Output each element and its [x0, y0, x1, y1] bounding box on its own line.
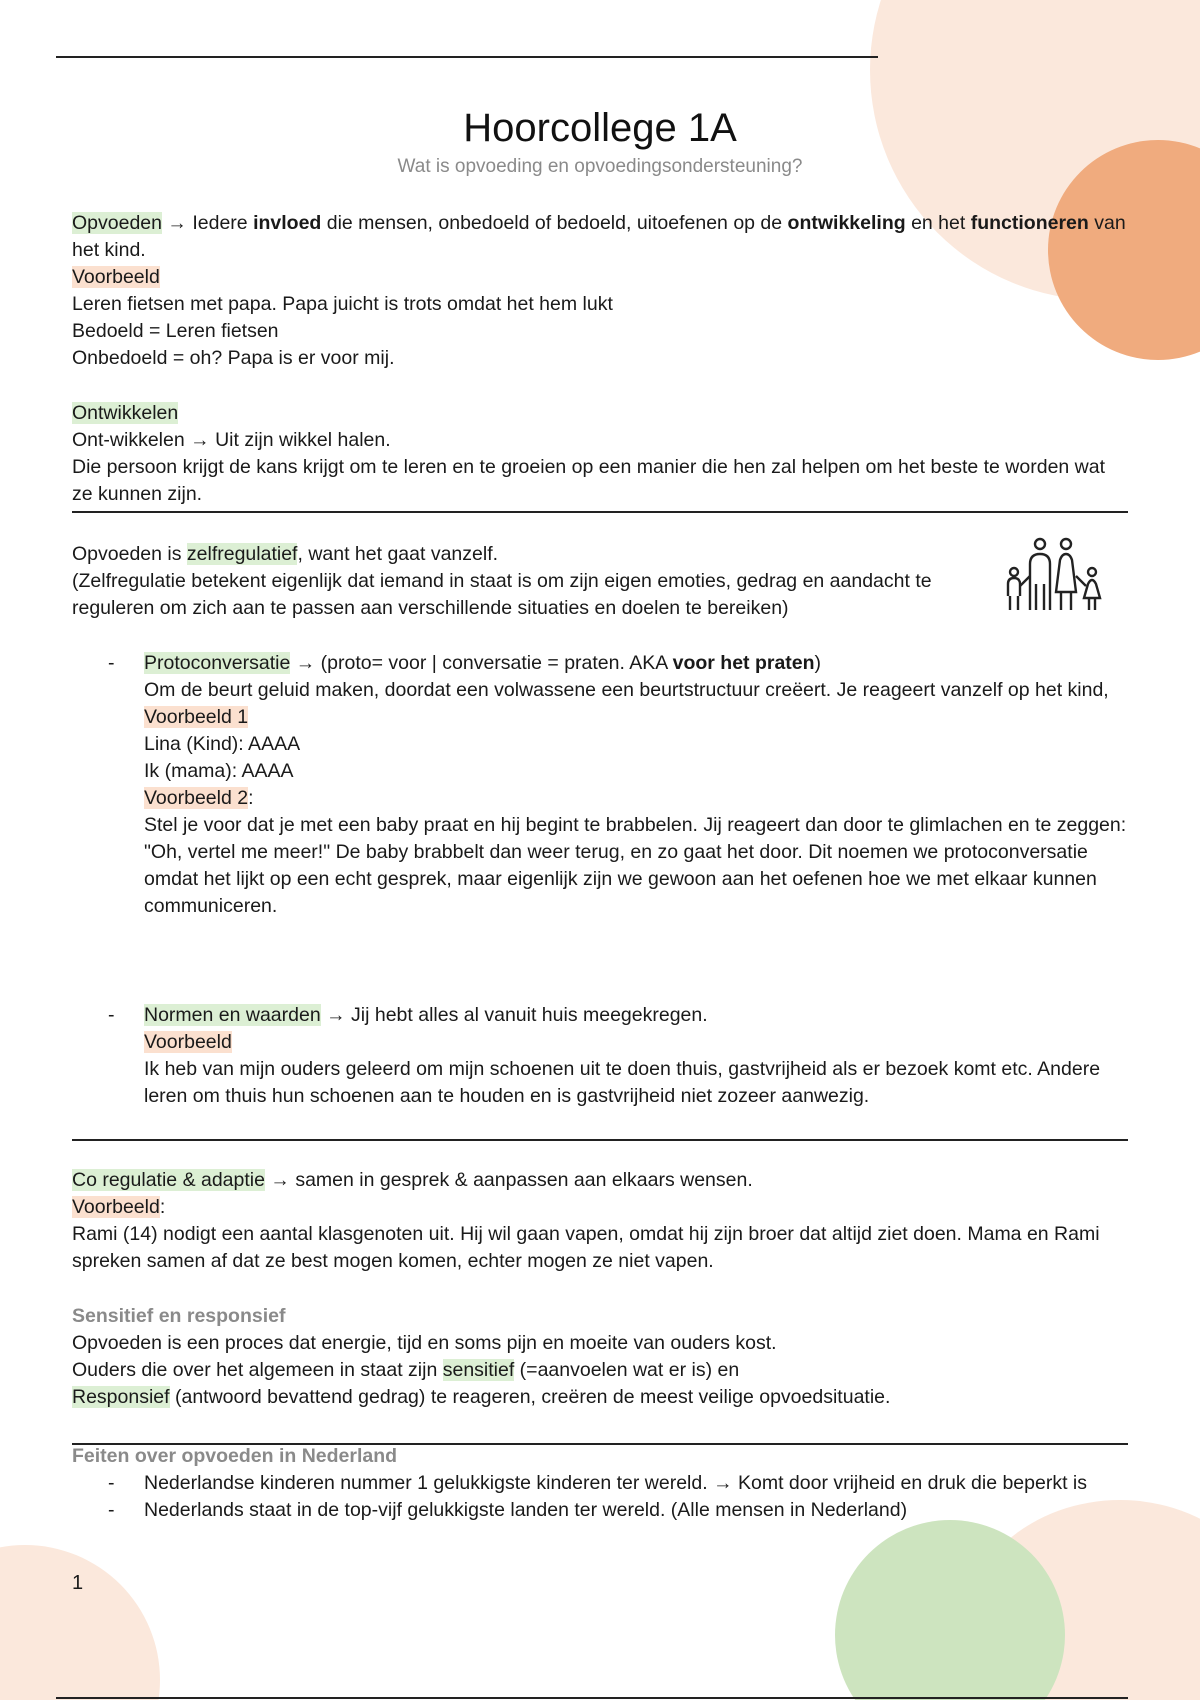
term-sensitief: sensitief: [442, 1359, 515, 1381]
term-normen-waarden: Normen en waarden: [144, 1004, 321, 1026]
arrow-icon: →: [326, 1004, 346, 1026]
family-icon: [1000, 536, 1112, 616]
feit-1: Nederlandse kinderen nummer 1 gelukkigste kinderen ter wereld. → Komt door vrijheid en druk die beperkt is: [144, 1472, 1087, 1494]
list-item: - Nederlands staat in de top-vijf gelukkigste landen ter wereld. (Alle mensen in Nederland): [72, 1497, 1128, 1524]
example-2-label: Voorbeeld 2: [144, 787, 249, 809]
feit-2: Nederlands staat in de top-vijf gelukkigste landen ter wereld. (Alle mensen in Nederland): [144, 1499, 908, 1521]
term-zelfregulatief: zelfregulatief: [186, 543, 298, 565]
feiten-block: [72, 1443, 1128, 1524]
zelfregulatief-statement: Opvoeden is zelfregulatief, want het gaat vanzelf.: [72, 543, 499, 565]
term-protoconversatie: Protoconversatie: [144, 652, 291, 674]
coregulatie-block: Co regulatie & adaptie → samen in gesprek & aanpassen aan elkaars wensen. Voorbeeld: Rami (14) nodigt een aantal klasgenoten uit. Hij wil gaan vapen, omdat hij zijn broer dat altijd ziet doen. Mama en Rami spreken samen af dat ze best mogen komen, echter mogen ze niet vapen.: [72, 1167, 1128, 1275]
sensitief-line-1: Opvoeden is een proces dat energie, tijd en soms pijn en moeite van ouders kost.: [72, 1332, 777, 1354]
list-item: - Nederlandse kinderen nummer 1 gelukkigste kinderen ter wereld. → Komt door vrijheid en druk die beperkt is: [72, 1470, 1128, 1497]
bullet-dash: -: [108, 652, 115, 674]
bullet-protoconversatie: - Protoconversatie → (proto= voor | conversatie = praten. AKA voor het praten) Om de beurt geluid maken, doordat een volwassene een beurtstructuur creëert. Je reageert vanzelf op het kind, Voorbeeld 1 Lina (Kind): AAAA Ik (mama): AAAA Voorbeeld 2: Stel je voor dat je met een baby praat en hij begint te brabbelen. Jij reageert dan door te glimlachen en te zeggen: "Oh, vertel me meer!" De baby brabbelt dan weer terug, en zo gaat het door. Dit noemen we protoconversatie omdat het lijkt op een echt gesprek, maar eigenlijk zijn we gewoon aan het oefenen hoe we met elkaar kunnen communiceren.: [72, 650, 1128, 920]
example-2-text: Stel je voor dat je met een baby praat en hij begint te brabbelen. Jij reageert dan door te glimlachen en te zeggen: "Oh, vertel me meer!" De baby brabbelt dan weer terug, en zo gaat het door. Dit noemen we protoconversatie omdat het lijkt op een echt gesprek, maar eigenlijk zijn we gewoon aan het oefenen hoe we met elkaar kunnen communiceren.: [144, 814, 1127, 917]
dialogue-line-2: Ik (mama): AAAA: [144, 760, 294, 782]
example-label: Voorbeeld: [144, 1031, 232, 1053]
arrow-icon: →: [270, 1169, 290, 1191]
section-divider-1: [72, 511, 1128, 513]
feiten-heading: Feiten over opvoeden in Nederland: [72, 1445, 398, 1467]
zelfregulatief-explanation: (Zelfregulatie betekent eigenlijk dat iemand in staat is om zijn eigen emoties, gedrag en aandacht te reguleren om zich aan te passen aan verschillende situaties en doelen te bereiken): [72, 570, 932, 619]
sensitief-heading: Sensitief en responsief: [72, 1305, 286, 1327]
top-rule: [56, 56, 878, 58]
protoconversatie-description: Om de beurt geluid maken, doordat een volwassene een beurtstructuur creëert. Je reageert vanzelf op het kind,: [144, 679, 1109, 701]
term-responsief: Responsief: [72, 1386, 170, 1408]
ontwikkelen-line-1: Ont-wikkelen → Uit zijn wikkel halen.: [72, 429, 391, 451]
dialogue-line-1: Lina (Kind): AAAA: [144, 733, 301, 755]
bottom-rule: [56, 1697, 1128, 1699]
arrow-icon: →: [167, 212, 187, 234]
page-number: 1: [72, 1572, 84, 1594]
sensitief-block: [72, 1303, 1128, 1411]
page-title: Hoorcollege 1A: [463, 106, 737, 150]
bullet-normen-waarden: [72, 1002, 1128, 1110]
opvoeden-example-line-1: Leren fietsen met papa. Papa juicht is trots omdat het hem lukt: [72, 293, 613, 315]
bullet-dash: -: [108, 1004, 115, 1026]
opvoeden-definition: Opvoeden → Iedere invloed die mensen, onbedoeld of bedoeld, uitoefenen op de ontwikkeling en het functioneren van het kind.: [72, 212, 1126, 261]
zelfregulatief-block: [72, 541, 992, 622]
opvoeden-example-line-3: Onbedoeld = oh? Papa is er voor mij.: [72, 347, 395, 369]
arrow-icon: →: [190, 429, 210, 451]
section-divider-2: [72, 1139, 1128, 1141]
opvoeden-block: [72, 210, 1128, 372]
example-1-label: Voorbeeld 1: [144, 706, 249, 728]
arrow-icon: →: [295, 652, 316, 674]
term-ontwikkelen: Ontwikkelen: [72, 402, 179, 424]
ontwikkelen-line-2: Die persoon krijgt de kans krijgt om te leren en te groeien op een manier die hen zal helpen om het beste te worden wat ze kunnen zijn.: [72, 456, 1106, 505]
example-label: Voorbeeld: [72, 1196, 160, 1218]
term-opvoeden: Opvoeden: [72, 212, 162, 234]
coregulatie-heading: Co regulatie & adaptie → samen in gesprek & aanpassen aan elkaars wensen.: [72, 1169, 753, 1191]
arrow-icon: →: [713, 1472, 733, 1494]
sensitief-line-2: Ouders die over het algemeen in staat zijn sensitief (=aanvoelen wat er is) en: [72, 1359, 740, 1381]
sensitief-line-3: Responsief (antwoord bevattend gedrag) te reageren, creëren de meest veilige opvoedsituatie.: [72, 1386, 891, 1408]
term-coregulatie: Co regulatie & adaptie: [72, 1169, 265, 1191]
example-label: Voorbeeld: [72, 266, 160, 288]
opvoeden-example-line-2: Bedoeld = Leren fietsen: [72, 320, 279, 342]
ontwikkelen-block: [72, 400, 1128, 508]
protoconversatie-heading: Protoconversatie → (proto= voor | conversatie = praten. AKA voor het praten): [144, 652, 822, 674]
normen-example-text: Ik heb van mijn ouders geleerd om mijn schoenen uit te doen thuis, gastvrijheid als er bezoek komt etc. Andere leren om thuis hun schoenen aan te houden en is gastvrijheid niet zozeer aanwezig.: [144, 1058, 1101, 1107]
normen-heading: Normen en waarden → Jij hebt alles al vanuit huis meegekregen.: [144, 1004, 708, 1026]
coregulatie-example-text: Rami (14) nodigt een aantal klasgenoten uit. Hij wil gaan vapen, omdat hij zijn broer dat altijd ziet doen. Mama en Rami spreken samen af dat ze best mogen komen, echter mogen ze niet vapen.: [72, 1223, 1100, 1272]
page-subtitle: Wat is opvoeding en opvoedingsondersteuning?: [397, 156, 803, 177]
decor-blob-peach-bottom-left: [0, 1545, 160, 1700]
